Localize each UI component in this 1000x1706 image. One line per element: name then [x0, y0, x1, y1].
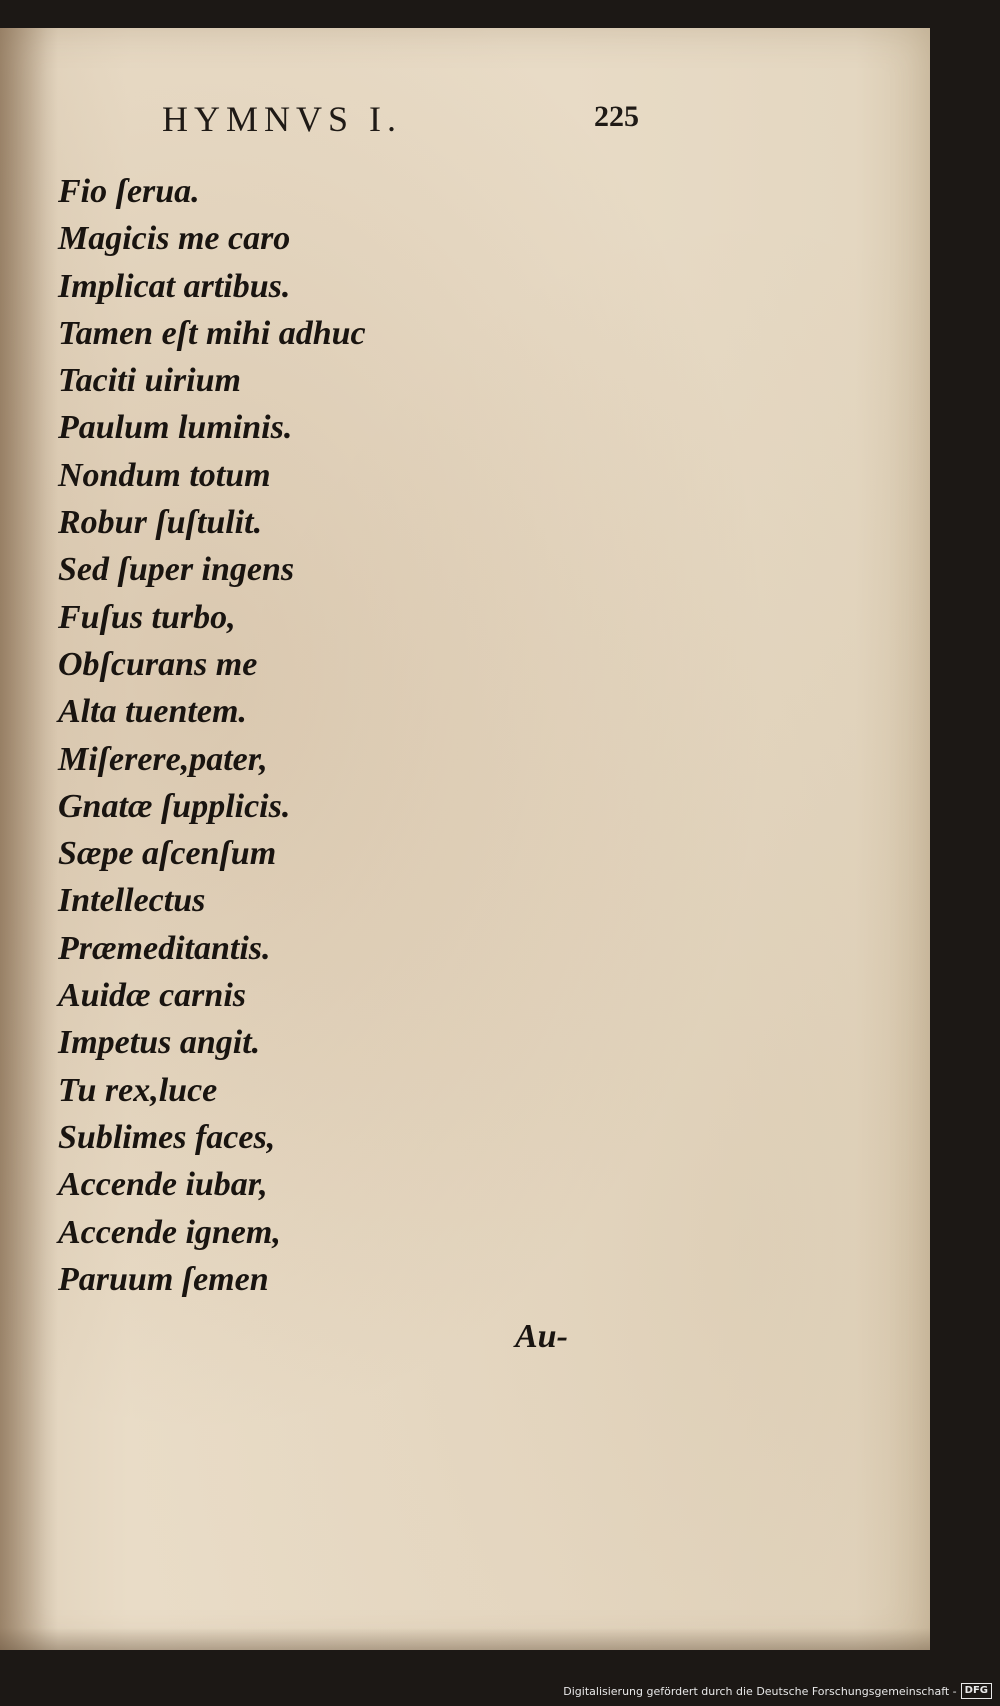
verse-line: Robur ſuſtulit.	[58, 504, 263, 542]
book-page	[0, 28, 930, 1650]
verse-line: Implicat artibus.	[58, 267, 291, 305]
verse-line: Intellectus	[58, 882, 206, 920]
spine-shadow	[0, 28, 58, 1650]
verse-line: Accende iubar,	[58, 1166, 268, 1204]
running-title: HYMNVS I.	[162, 99, 403, 139]
catchword: Au-	[515, 1318, 568, 1355]
verse-line: Accende ignem,	[58, 1213, 281, 1251]
verse-line: Paulum luminis.	[58, 409, 293, 447]
verse-line: Fuſus turbo,	[58, 598, 236, 636]
verse-line: Fio ſerua.	[58, 173, 200, 210]
verse-line: Impetus angit.	[58, 1024, 261, 1062]
page-header	[162, 98, 662, 158]
verse-line: Gnatæ ſupplicis.	[58, 787, 291, 825]
credit-text: Digitalisierung gefördert durch die Deutsche Forschungsgemeinschaft -	[563, 1684, 957, 1698]
verse-line: Magicis me caro	[58, 220, 291, 258]
verse-line: Tamen eſt mihi adhuc	[58, 314, 366, 352]
page-bottom-edge	[0, 1628, 930, 1650]
verse-line: Miſerere,pater,	[58, 740, 268, 778]
dfg-logo: DFG	[961, 1683, 992, 1699]
verse-line: Obſcurans me	[58, 645, 258, 683]
verse-line: Alta tuentem.	[58, 693, 247, 731]
verse-line: Sublimes faces,	[58, 1118, 276, 1156]
verse-line: Auidæ carnis	[58, 977, 246, 1015]
digitization-credit	[563, 1680, 992, 1702]
verse-line: Sed ſuper ingens	[58, 551, 295, 589]
verse-line: Præmeditantis.	[58, 929, 271, 967]
verse-line: Nondum totum	[58, 456, 271, 494]
verse-line: Taciti uirium	[58, 362, 241, 400]
verse-line: Tu rex,luce	[58, 1071, 218, 1109]
verse-line: Paruum ſemen	[58, 1260, 269, 1298]
verse-line: Sæpe aſcenſum	[58, 835, 277, 873]
verse-text	[58, 168, 558, 1303]
page-number: 225	[594, 100, 639, 133]
